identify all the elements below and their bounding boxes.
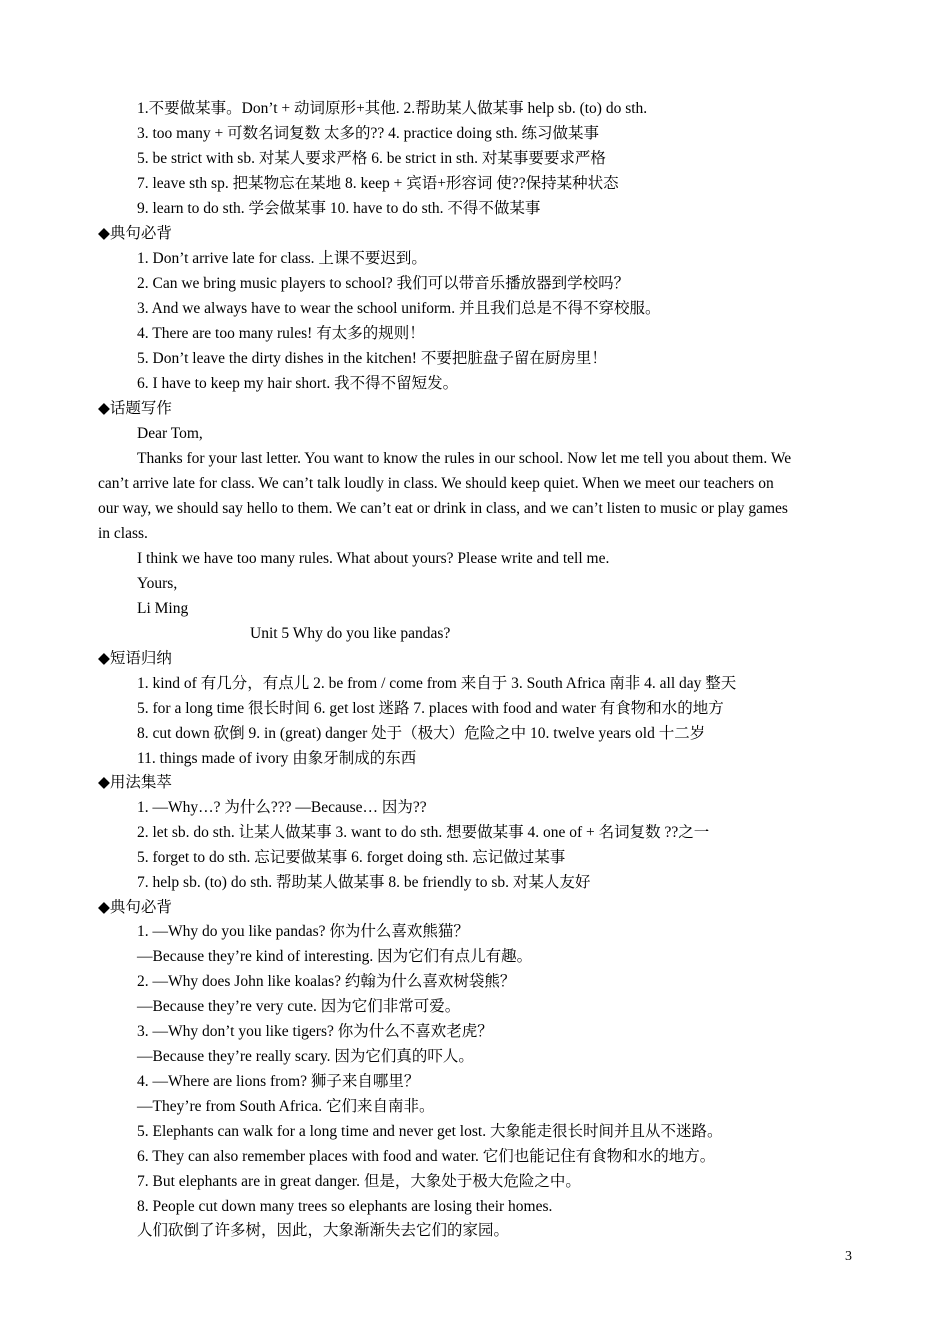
usage-line: 2. let sb. do sth. 让某人做某事 3. want to do sth. 想要做某事 4. one of + 名词复数 ??之一 [137,824,710,841]
usage-line: 7. help sb. (to) do sth. 帮助某人做某事 8. be friendly to sb. 对某人友好 [137,874,591,891]
sentence-line: 5. Elephants can walk for a long time and never get lost. 大象能走很长时间并且从不迷路。 [137,1123,723,1140]
phrase-line: 1.不要做某事。Don’t + 动词原形+其他. 2.帮助某人做某事 help sb. (to) do sth. [137,100,648,117]
sentence-line: 4. —Where are lions from? 狮子来自哪里？ [137,1073,420,1090]
sentence-line: 1. Don’t arrive late for class. 上课不要迟到。 [137,250,427,267]
section-heading: ◆用法集萃 [98,774,172,791]
usage-line: 1. —Why…? 为什么??? —Because… 因为?? [137,799,427,816]
letter-body-line: I think we have too many rules. What about yours? Please write and tell me. [137,550,610,567]
unit-title: Unit 5 Why do you like pandas? [250,625,451,642]
phrase-line: 5. for a long time 很长时间 6. get lost 迷路 7. places with food and water 有食物和水的地方 [137,700,724,717]
page-number: 3 [845,1249,852,1264]
sentence-line: 3. —Why don’t you like tigers? 你为什么不喜欢老虎？ [137,1023,493,1040]
section-heading: ◆话题写作 [98,400,172,417]
sentence-line: 1. —Why do you like pandas? 你为什么喜欢熊猫？ [137,923,469,940]
section-heading: ◆短语归纳 [98,650,172,667]
sentence-line: —They’re from South Africa. 它们来自南非。 [137,1098,435,1115]
sentence-line: —Because they’re really scary. 因为它们真的吓人。 [137,1048,474,1065]
usage-line: 5. forget to do sth. 忘记要做某事 6. forget doing sth. 忘记做过某事 [137,849,566,866]
sentence-line: 2. —Why does John like koalas? 约翰为什么喜欢树袋熊？ [137,973,516,990]
sentence-line: 8. People cut down many trees so elephants are losing their homes. [137,1198,553,1215]
sentence-line: 3. And we always have to wear the school uniform. 并且我们总是不得不穿校服。 [137,300,661,317]
letter-signature: Li Ming [137,600,189,617]
letter-body-line: our way, we should say hello to them. We can’t eat or drink in class, and we can’t listen to music or play games [98,500,788,517]
letter-body-line: can’t arrive late for class. We can’t talk loudly in class. We should keep quiet. When we meet our teachers on [98,475,774,492]
phrase-line: 5. be strict with sb. 对某人要求严格 6. be strict in sth. 对某事要要求严格 [137,150,606,167]
letter-body-line: in class. [98,525,148,542]
sentence-line: 6. They can also remember places with food and water. 它们也能记住有食物和水的地方。 [137,1148,716,1165]
letter-greeting: Dear Tom, [137,425,203,442]
sentence-line: 5. Don’t leave the dirty dishes in the kitchen! 不要把脏盘子留在厨房里！ [137,350,607,367]
phrase-line: 9. learn to do sth. 学会做某事 10. have to do sth. 不得不做某事 [137,200,541,217]
sentence-line: —Because they’re kind of interesting. 因为它们有点儿有趣。 [137,948,533,965]
letter-closing: Yours, [137,575,178,592]
sentence-line: —Because they’re very cute. 因为它们非常可爱。 [137,998,461,1015]
phrase-line: 8. cut down 砍倒 9. in (great) danger 处于（极大）危险之中 10. twelve years old 十二岁 [137,725,706,742]
section-heading: ◆典句必背 [98,899,172,916]
sentence-line: 4. There are too many rules! 有太多的规则！ [137,325,425,342]
phrase-line: 3. too many + 可数名词复数 太多的?? 4. practice doing sth. 练习做某事 [137,125,600,142]
phrase-line: 7. leave sth sp. 把某物忘在某地 8. keep + 宾语+形容词 使??保持某种状态 [137,175,619,192]
sentence-line: 人们砍倒了许多树，因此，大象渐渐失去它们的家园。 [137,1222,510,1239]
sentence-line: 6. I have to keep my hair short. 我不得不留短发。 [137,375,459,392]
sentence-line: 7. But elephants are in great danger. 但是，大象处于极大危险之中。 [137,1173,581,1190]
letter-body-line: Thanks for your last letter. You want to know the rules in our school. Now let me tell you about them. We [137,450,792,467]
phrase-line: 1. kind of 有几分，有点儿 2. be from / come from 来自于 3. South Africa 南非 4. all day 整天 [137,675,737,692]
phrase-line: 11. things made of ivory 由象牙制成的东西 [137,750,417,767]
section-heading: ◆典句必背 [98,225,172,242]
sentence-line: 2. Can we bring music players to school? 我们可以带音乐播放器到学校吗？ [137,275,630,292]
